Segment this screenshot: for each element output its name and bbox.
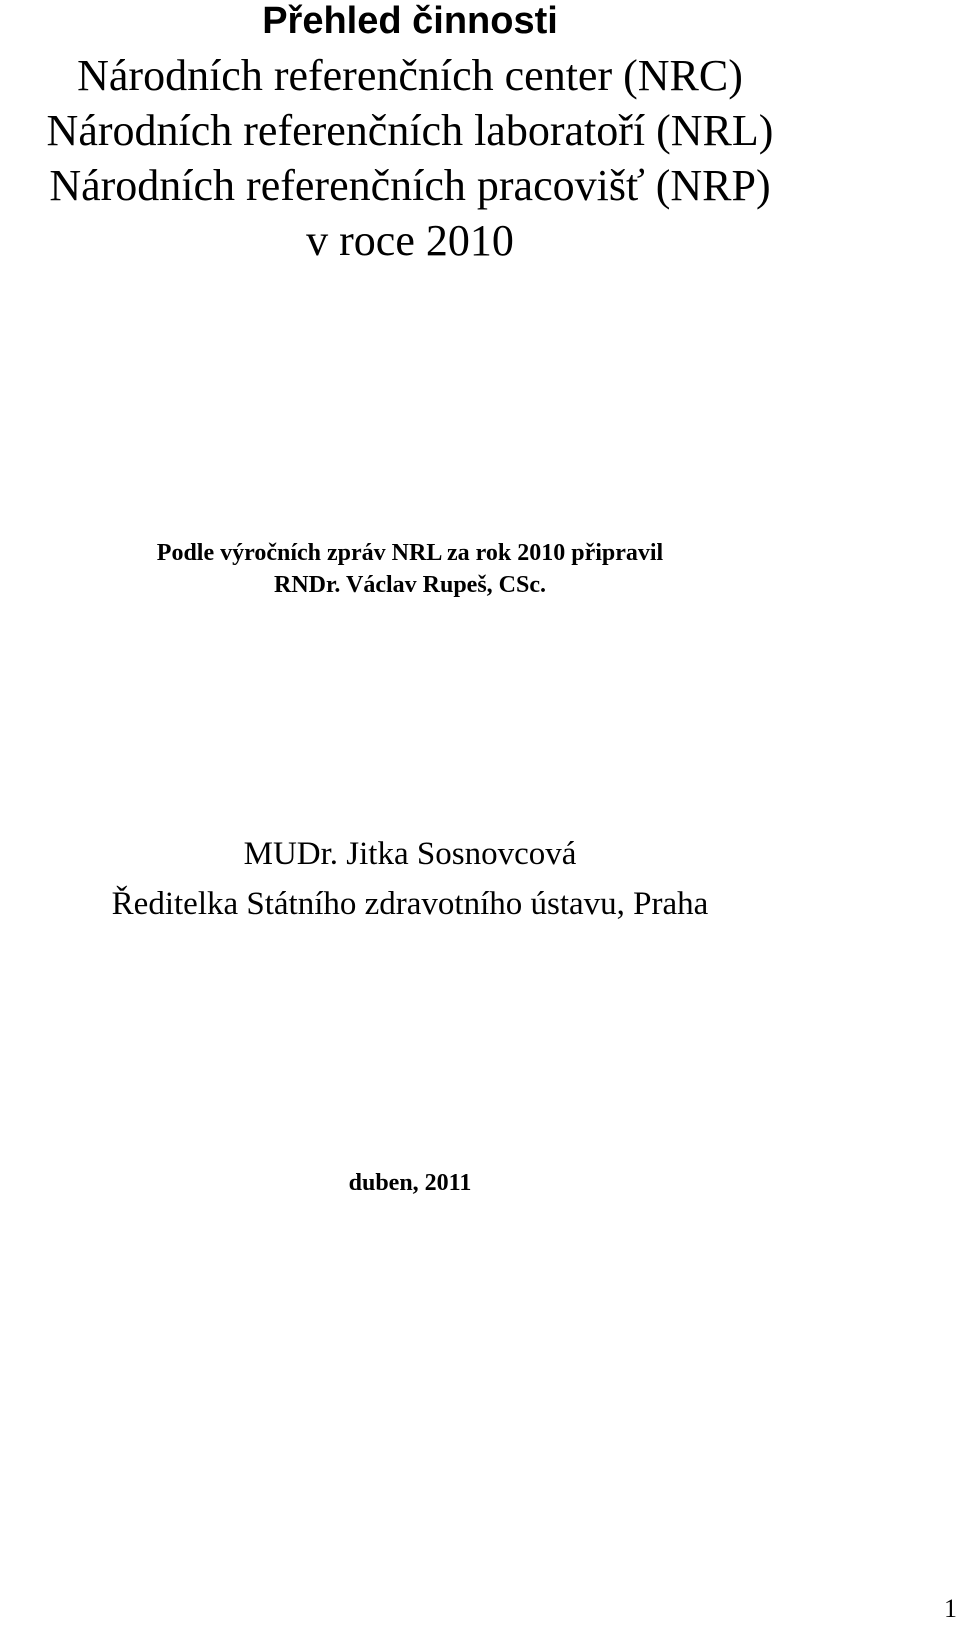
title-line-4: Národních referenčních pracovišť (NRP) [49,161,771,210]
title-line-3: Národních referenčních laboratoří (NRL) [46,106,774,155]
document-date: duben, 2011 [348,1170,472,1196]
prepared-by-line-1: Podle výročních zpráv NRL za rok 2010 připravil [156,540,664,566]
page-number: 1 [944,1594,957,1623]
signatory-name: MUDr. Jitka Sosnovcová [243,836,577,872]
title-line-1: Přehled činnosti [262,0,558,42]
title-line-2: Národních referenčních center (NRC) [77,51,743,100]
prepared-by-line-2: RNDr. Václav Rupeš, CSc. [273,572,546,598]
signatory-position: Ředitelka Státního zdravotního ústavu, Praha [111,886,709,922]
title-line-5: v roce 2010 [306,216,514,265]
